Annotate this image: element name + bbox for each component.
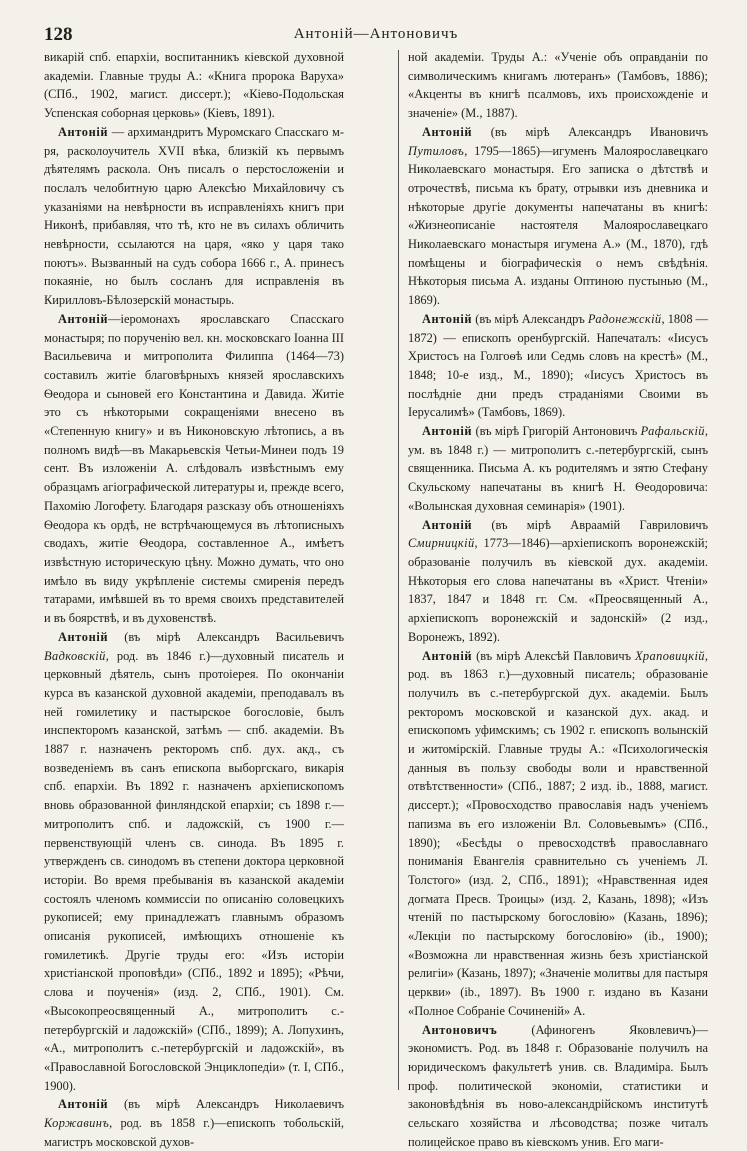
entry-text: , 1808 — 1872) — епископъ оренбургскій. Напечаталъ: «Іисусъ Христосъ на Голгоѳѣ или Седмь словъ на крестѣ» (М., 1848; 10-е изд., М., 1890); «Іисусъ Христосъ въ послѣдніе дни предъ страданіями Своими въ Іерусалимѣ» (Тамбовъ, 1869). — [408, 311, 709, 420]
entry-text: (Афиногенъ Яковлевичъ)—экономистъ. Род. въ 1848 г. Образованіе получилъ на юридическомъ факультетѣ унив. св. Владиміра. Былъ проф. политической экономіи, статистики и законовѣдѣнія въ ново-александрійскомъ институтѣ сельскаго хозяйства и лѣсоводства; позже читалъ полицейское право въ кіевскомъ унив. Его маги- — [408, 1022, 708, 1149]
entry-text: ной академіи. Труды А.: «Ученіе объ оправданіи по символическимъ книгамъ лютеранъ» (Тамбовъ, 1886); «Акценты въ книгѣ псалмовъ, ихъ происхожденіе и значеніе» (М., 1887). — [408, 50, 708, 121]
entry-text: , род. въ 1863 г.)—духовный писатель; образованіе получилъ въ с.-петербургской дух. академіи. Былъ ректоромъ московской и казанской дух. акад. и епископомъ уфимскимъ; съ 1902 г. епископъ волынскій и житомірскій. Главные труды А.: «Психологическія данныя въ пользу свободы воли и нравственной отвѣтственности» (СПб., 1887; 2 изд. ib., 1888, магист. диссерт.); «Провосходство православія надъ ученіемъ папизма въ его изложеніи Вл. Соловьевымъ» (СПб., 1890); «Бесѣды о превосходствѣ православнаго пониманія Евангелія сравнительно съ ученіемъ Л. Толстого» (изд. 2, СПб., 1891); «Нравственная идея догмата Пресв. Троицы» (изд. 2, Казань, 1898); «Изъ чтеній по пастырскому богословію» (Казань, 1896); «Лекціи по пастырскому богословію» (ib., 1900); «Возможна ли нравственная жизнь безъ христіанской религіи» (Казань, 1897); «Значеніе молитвы для пастыря церкви» (ib., 1897). Въ 1900 г. издано въ Казани «Полное Собраніе Сочиненій» А. — [408, 648, 708, 1018]
dictionary-entry — [408, 310, 708, 422]
continued-entry — [44, 48, 344, 123]
dictionary-entry — [44, 1095, 344, 1151]
entry-surname: Путиловъ — [408, 143, 465, 158]
dictionary-entry — [408, 1021, 708, 1151]
entry-headword: Антоній — [422, 311, 473, 326]
right-column — [408, 48, 709, 1149]
entry-text: (въ мірѣ Алексѣй Павловичъ — [472, 648, 635, 663]
dictionary-entry — [408, 516, 708, 647]
entry-surname: Храповицкій — [634, 648, 705, 663]
entry-surname: Коржавинъ — [44, 1116, 110, 1131]
column-divider — [398, 50, 399, 1090]
entry-surname: Вадковскій — [44, 648, 106, 663]
entry-headword: Антоній — [58, 629, 109, 644]
entry-text: викарій спб. епархіи, воспитанникъ кіевской духовной академіи. Главные труды А.: «Книга пророка Варуха» (СПб., 1902, магист. диссерт.); «Кіево-Подольская Успенская соборная церковь» (Кіевъ, 1891). — [44, 50, 344, 121]
running-title: Антоній—Антоновичъ — [293, 26, 459, 42]
entry-headword: Антоній — [422, 648, 473, 663]
page-number: 128 — [44, 24, 73, 45]
dictionary-entry — [408, 647, 708, 1021]
entry-headword: Антоній — [422, 124, 473, 139]
entry-headword: Антоній — [58, 124, 109, 139]
entry-headword: Антоній — [58, 311, 109, 326]
entry-headword: Антоній — [422, 424, 473, 439]
entry-surname: Рафальскій — [640, 424, 705, 439]
entry-text: —іеромонахъ ярославскаго Спасскаго монастыря; по порученію вел. кн. московскаго Іоанна III Васильевича и митрополита Филиппа (1464—73) составилъ житіе благовѣрныхъ князей ярославскихъ Ѳеодора и сыновей его Константина и Давида. Житіе это съ нѣкоторыми сокращеніями внесено въ «Степенную книгу» и въ Никоновскую лѣтопись, а въ полномъ видѣ—въ Макарьевскія Четьи-Минеи подъ 19 сент. Въ изложеніи А. слѣдовалъ извѣстнымъ ему образцамъ агіографической литературы и, прежде всего, Пахомію Логофету. Благодаря разсказу объ отношеніяхъ Ѳеодора къ ордѣ, не встрѣчающемуся въ лѣтописныхъ сводахъ, житіе Ѳеодора, составленное А., имѣетъ извѣстную историческую цѣну. Можно думать, что оно имѣло въ виду укрѣпленіе системы смиренія передъ татарами, имѣвшей въ то время своихъ представителей и въ боярствѣ, и въ духовенствѣ. — [44, 311, 344, 626]
entry-text: (въ мірѣ Александръ Николаевичъ — [108, 1097, 344, 1112]
entry-text: , 1773—1846)—архіепископъ воронежскій; образованіе получилъ въ кіевской дух. академіи. Нѣкоторыя его слова напечатаны въ «Христ. Чтеніи» 1837, 1847 и 1848 гг. См. «Преосвященный А., архіепископъ воронежскій и задонскій» (2 изд., Воронежъ, 1892). — [408, 536, 708, 644]
entry-surname: Смирницкій — [408, 536, 475, 551]
entry-text: , род. въ 1858 г.)—епископъ тобольскій, магистръ московской духов- — [44, 1116, 344, 1149]
dictionary-entry — [44, 123, 344, 310]
dictionary-entry — [408, 123, 708, 310]
entry-text: , 1795—1865)—игуменъ Малоярославецкаго Николаевскаго монастыря. Его записка о дѣтствѣ и отрочествѣ, письма къ брату, отрывки изъ дневника и нѣкоторые другіе документы напечатаны въ книгѣ: «Жизнеописаніе настоятеля Малоярославецкаго Николаевскаго монастыря игумена А.» (М., 1870), гдѣ помѣщены и біографическія о немъ свѣдѣнія. Нѣкоторыя письма А. изданы Оптиною пустынью (М., 1869). — [408, 143, 708, 308]
page-header — [44, 24, 708, 50]
entry-headword: Антоновичъ — [422, 1022, 498, 1037]
left-column — [44, 48, 344, 1149]
entry-text: , ум. въ 1848 г.) — митрополитъ с.-петербургскій, сынъ священника. Письма А. къ родителямъ и зятю Стефану Скульскому напечатаны въ книгѣ Н. Ѳеодоровича: «Волынская духовная семинарія» (1901). — [408, 424, 708, 513]
entry-text: (въ мірѣ Григорій Антоновичъ — [472, 424, 641, 439]
dictionary-entry — [44, 628, 344, 1096]
entry-text: (въ мірѣ Александръ Васильевичъ — [108, 629, 344, 644]
dictionary-entry — [408, 422, 708, 516]
entry-headword: Антоній — [58, 1097, 109, 1112]
entry-text: , род. въ 1846 г.)—духовный писатель и церковный дѣятель, сынъ протоіерея. По окончаніи курса въ казанской духовной академіи, преподавалъ въ ней гомилетику и пастырское богословіе, былъ инспекторомъ казанской, затѣмъ — спб. академіи. Въ 1887 г. назначенъ ректоромъ спб. дух. акд., съ возведеніемъ въ санъ епископа выборгскаго, викарія спб. епархіи. Въ 1892 г. назначенъ архіепископомъ вновь образованной финляндской епархіи; съ 1898 г.— митрополитъ спб. и ладожскій, съ 1900 г.— первенствующій членъ св. синода. Въ 1895 г. утвержденъ св. синодомъ въ степени доктора церковной исторіи. Во время пребыванія въ казанской академіи состоялъ членомъ коммиссіи по описанію соловецкихъ рукописей; ему принадлежатъ главнымъ образомъ описанія рукописей, имѣющихъ отношеніе къ гомилетикѣ. Другіе труды его: «Изъ исторіи христіанской проповѣди» (СПб., 1892 и 1895); «Рѣчи, слова и поученія» (изд. 2, СПб., 1901). См. «Высокопреосвященный А., митрополитъ с.-петербургскій и ладожскій» (СПб., 1899); А. Лопухинъ, «А., митрополитъ с.-петербургскій и ладожскій», въ «Православной Богословской Энциклопедіи» (т. I, СПб., 1900). — [44, 648, 344, 1093]
continued-entry — [408, 48, 708, 123]
entry-text: — архимандритъ Муромскаго Спасскаго м-ря, расколоучитель XVII вѣка, близкій къ первымъ дѣятелямъ раскола. Онъ писалъ о перстосложеніи и послалъ челобитную царю Алексѣю Михайловичу съ указаніями на невѣрности въ исправленіяхъ книгъ при Никонѣ, прибавляя, что тѣ, кто не въ силахъ обличить невѣрности, ссылаются на царя, «яко у царя тако поютъ». Вызванный на судъ собора 1666 г., А. принесъ покаяніе, но былъ сосланъ для исправленія въ Кирилловъ-Бѣлозерскій монастырь. — [44, 124, 344, 308]
entry-headword: Антоній — [422, 517, 473, 532]
dictionary-entry — [44, 310, 344, 628]
entry-text: (въ мірѣ Александръ — [472, 311, 588, 326]
entry-text: (въ мірѣ Александръ Ивановичъ — [472, 124, 708, 139]
entry-text: (въ мірѣ Авраамій Гавриловичъ — [472, 517, 708, 532]
entry-surname: Радонежскій — [587, 311, 662, 326]
